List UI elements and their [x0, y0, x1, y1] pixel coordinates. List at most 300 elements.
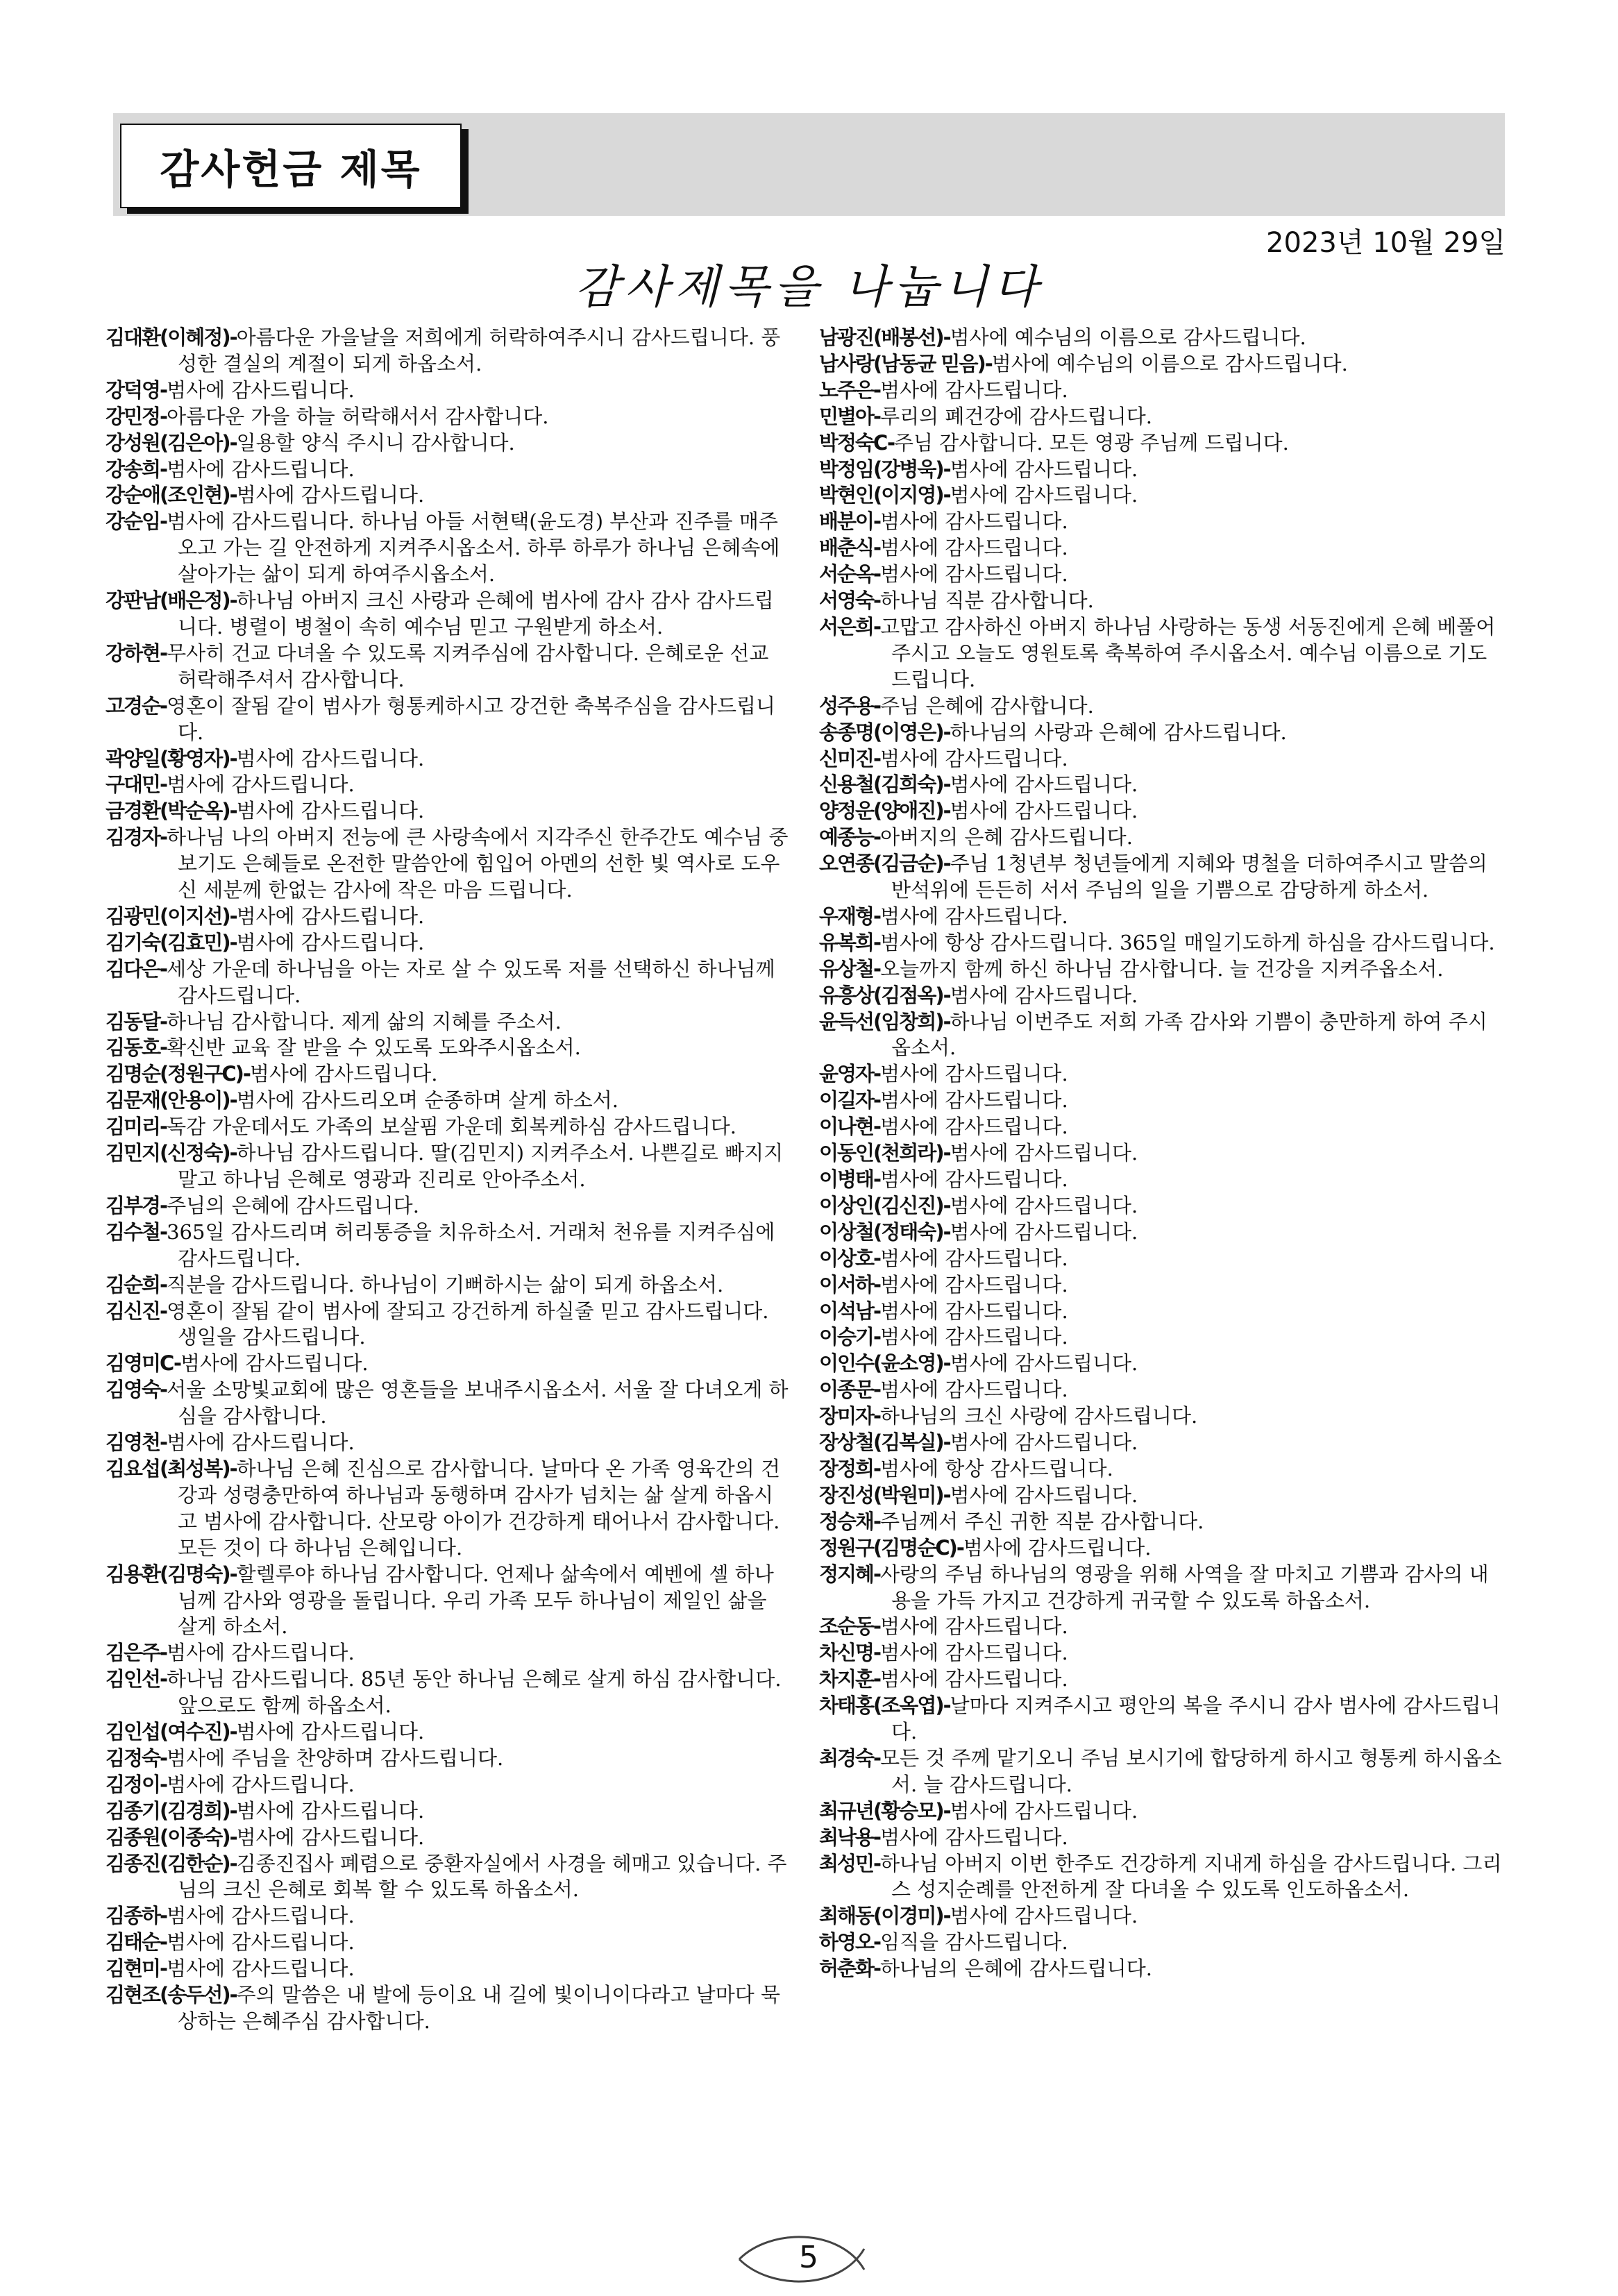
thanks-text: 독감 가운데서도 가족의 보살핌 가운데 회복케하심 감사드립니다. — [167, 1115, 737, 1139]
donor-name: 김정이- — [106, 1772, 167, 1796]
thanks-text: 범사에 감사드립니다. — [880, 1088, 1068, 1113]
donor-name: 최성민- — [819, 1851, 881, 1875]
donor-name: 예종능- — [819, 825, 881, 850]
donor-name: 김인섭(여수진)- — [106, 1720, 237, 1744]
thanks-entry — [106, 693, 789, 746]
thanks-entry — [819, 1509, 1503, 1535]
thanks-text: 주의 말씀은 내 발에 등이요 내 길에 빛이니이다라고 날마다 묵상하는 은혜주심 감사합니다. — [178, 1983, 780, 2033]
thanks-text: 아름다운 가을날을 저희에게 허락하여주시니 감사드립니다. 풍성한 결실의 계절이 되게 하옵소서. — [178, 326, 781, 375]
thanks-entry — [819, 1299, 1503, 1325]
thanks-entry — [819, 614, 1503, 693]
thanks-text: 하나님 감사합니다. 제게 삶의 지혜를 주소서. — [167, 1009, 562, 1033]
thanks-text: 범사에 감사드립니다. — [950, 457, 1138, 481]
thanks-entry — [819, 851, 1503, 904]
thanks-entry — [819, 983, 1503, 1009]
thanks-text: 범사에 감사드립니다. — [950, 773, 1138, 797]
thanks-entry — [819, 904, 1503, 930]
thanks-entry — [106, 956, 789, 1009]
donor-name: 유흥상(김점옥)- — [819, 983, 950, 1007]
donor-name: 이승기- — [819, 1325, 881, 1349]
thanks-entry — [819, 1167, 1503, 1193]
thanks-text: 범사에 감사드립니다. — [880, 1299, 1068, 1323]
thanks-text: 범사에 감사드립니다. — [963, 1535, 1152, 1560]
donor-name: 강덕영- — [106, 378, 167, 402]
thanks-entry — [819, 1666, 1503, 1693]
thanks-text: 영혼이 잘됨 같이 범사가 형통케하시고 강건한 축복주심을 감사드립니다. — [167, 693, 776, 744]
thanks-text: 주님 1청년부 청년들에게 지혜와 명철을 더하여주시고 말씀의 반석위에 든든히 서서 주님의 일을 기쁨으로 감당하게 하소서. — [891, 852, 1488, 902]
thanks-text: 하나님 아버지 크신 사랑과 은혜에 범사에 감사 감사 감사드립니다. 병렬이 병철이 속히 예수님 믿고 구원받게 하소서. — [178, 589, 774, 639]
thanks-entry — [106, 1114, 789, 1140]
donor-name: 김명순(정원구C)- — [106, 1062, 250, 1086]
thanks-entry — [819, 1009, 1503, 1062]
thanks-text: 범사에 감사드립니다. — [950, 483, 1138, 507]
thanks-text: 범사에 감사드립니다. — [180, 1351, 369, 1376]
thanks-entry — [106, 746, 789, 773]
donor-name: 김영천- — [106, 1430, 167, 1455]
donor-name: 강성원(김은아)- — [106, 430, 237, 455]
thanks-entry — [819, 562, 1503, 588]
thanks-text: 하나님 아버지 이번 한주도 건강하게 지내게 하심을 감사드립니다. 그리스 성지순례를 안전하게 잘 다녀올 수 있도록 인도하옵소서. — [880, 1851, 1502, 1902]
page-number: 5 — [799, 2240, 818, 2275]
thanks-entry — [106, 430, 789, 457]
thanks-text: 사랑의 주님 하나님의 영광을 위해 사역을 잘 마치고 기쁨과 감사의 내용을 가득 가지고 건강하게 귀국할 수 있도록 하옵소서. — [880, 1562, 1489, 1612]
thanks-entry — [106, 509, 789, 588]
thanks-text: 범사에 감사드립니다. — [236, 1798, 425, 1823]
thanks-entry — [106, 798, 789, 825]
donor-name: 김종기(김경희)- — [106, 1798, 237, 1823]
thanks-text: 고맙고 감사하신 아버지 하나님 사랑하는 동생 서동진에게 은혜 베풀어 주시고 오늘도 영원토록 축복하여 주시옵소서. 예수님 이름으로 기도드립니다. — [880, 614, 1496, 691]
thanks-entry — [106, 1299, 789, 1351]
thanks-entry — [106, 1456, 789, 1562]
donor-name: 윤영자- — [819, 1062, 881, 1086]
thanks-entry — [106, 482, 789, 509]
donor-name: 서영숙- — [819, 589, 881, 613]
thanks-entry — [106, 325, 789, 378]
thanks-text: 범사에 감사드립니다. — [880, 1167, 1068, 1191]
donor-name: 금경환(박순옥)- — [106, 799, 237, 823]
thanks-text: 하나님의 크신 사랑에 감사드립니다. — [880, 1404, 1198, 1428]
thanks-entry — [819, 746, 1503, 773]
donor-name: 김미리- — [106, 1115, 167, 1139]
thanks-entry — [106, 457, 789, 483]
donor-name: 정승채- — [819, 1509, 881, 1533]
donor-name: 성주용- — [819, 693, 881, 718]
thanks-entry — [106, 1640, 789, 1666]
thanks-text: 날마다 지켜주시고 평안의 복을 주시니 감사 범사에 감사드립니다. — [891, 1694, 1501, 1744]
thanks-entry — [819, 1114, 1503, 1140]
thanks-text: 범사에 감사드립니다. — [950, 1351, 1138, 1376]
thanks-text: 365일 감사드리며 허리통증을 치유하소서. 거래처 천유를 지켜주심에 감사드립니다. — [167, 1219, 775, 1270]
thanks-entry — [819, 1061, 1503, 1088]
donor-name: 박정임(강병욱)- — [819, 457, 950, 481]
thanks-text: 범사에 감사드립니다. — [880, 1062, 1068, 1086]
donor-name: 신용철(김희숙)- — [819, 773, 950, 797]
donor-name: 이석남- — [819, 1299, 881, 1323]
thanks-text: 범사에 감사드립니다. — [167, 1904, 355, 1928]
donor-name: 김순희- — [106, 1272, 167, 1297]
thanks-text: 범사에 감사드립니다. — [236, 930, 425, 954]
thanks-text: 범사에 감사드립니다. — [880, 904, 1068, 928]
donor-name: 노주은- — [819, 378, 881, 402]
donor-name: 유상철- — [819, 956, 881, 981]
thanks-text: 범사에 감사드립니다. — [950, 1219, 1138, 1244]
thanks-entry — [106, 772, 789, 798]
donor-name: 배춘식- — [819, 536, 881, 560]
donor-name: 이인수(윤소영)- — [819, 1351, 950, 1376]
donor-name: 최규년(황승모)- — [819, 1798, 950, 1823]
thanks-text: 범사에 감사드립니다. — [880, 1272, 1068, 1297]
thanks-entry — [106, 1219, 789, 1272]
donor-name: 양정운(양애진)- — [819, 799, 950, 823]
thanks-entry — [819, 798, 1503, 825]
thanks-text: 하나님 직분 감사합니다. — [880, 589, 1094, 613]
section-title — [120, 124, 462, 208]
section-subtitle: 감사제목을 나눕니다 — [575, 260, 1043, 314]
thanks-text: 서울 소망빛교회에 많은 영혼들을 보내주시옵소서. 서울 잘 다녀오게 하심을 감사합니다. — [167, 1378, 789, 1428]
thanks-entry — [106, 1746, 789, 1772]
thanks-text: 하나님 이번주도 저희 가족 감사와 기쁨이 충만하게 하여 주시옵소서. — [891, 1009, 1488, 1060]
donor-name: 이상인(김신진)- — [819, 1193, 950, 1217]
donor-name: 이상철(정태숙)- — [819, 1219, 950, 1244]
thanks-text: 범사에 감사드립니다. — [880, 509, 1068, 534]
thanks-entry — [106, 404, 789, 430]
thanks-entry — [106, 641, 789, 693]
donor-name: 이병태- — [819, 1167, 881, 1191]
thanks-entry — [106, 904, 789, 930]
donor-name: 김동달- — [106, 1009, 167, 1033]
thanks-entry — [106, 1666, 789, 1719]
thanks-entry — [106, 1719, 789, 1746]
thanks-entry — [819, 509, 1503, 535]
thanks-entry — [106, 1035, 789, 1061]
donor-name: 김태순- — [106, 1930, 167, 1955]
thanks-text: 범사에 감사드립니다. — [167, 378, 355, 402]
thanks-entry — [819, 1193, 1503, 1219]
thanks-text: 확신반 교육 잘 받을 수 있도록 도와주시옵소서. — [167, 1036, 581, 1060]
thanks-entry — [819, 1640, 1503, 1666]
thanks-text: 범사에 감사드립니다. — [880, 1325, 1068, 1349]
thanks-entry — [106, 1825, 789, 1851]
donor-name: 강민정- — [106, 404, 167, 428]
donor-name: 김종진(김한순)- — [106, 1851, 237, 1875]
donor-name: 김은주- — [106, 1641, 167, 1665]
thanks-text: 범사에 감사드립니다. — [167, 773, 355, 797]
donor-name: 김용환(김명숙)- — [106, 1562, 237, 1586]
thanks-entry — [106, 1956, 789, 1982]
thanks-entry — [819, 1851, 1503, 1904]
page-footer — [729, 2231, 888, 2287]
thanks-text: 범사에 감사드립니다. — [950, 1904, 1138, 1928]
thanks-entry — [819, 930, 1503, 956]
donor-name: 이나현- — [819, 1115, 881, 1139]
thanks-text: 범사에 항상 감사드립니다. 365일 매일기도하게 하심을 감사드립니다. — [880, 930, 1495, 954]
donor-name: 김종하- — [106, 1904, 167, 1928]
thanks-text: 루리의 폐건강에 감사드립니다. — [880, 404, 1152, 428]
donor-name: 김민지(신정숙)- — [106, 1141, 237, 1165]
donor-name: 김대환(이혜정)- — [106, 326, 237, 349]
donor-name: 박현인(이지영)- — [819, 483, 950, 507]
donor-name: 우재형- — [819, 904, 881, 928]
thanks-entry — [819, 1614, 1503, 1640]
donor-name: 구대민- — [106, 773, 167, 797]
thanks-entry — [819, 825, 1503, 851]
thanks-entry — [819, 956, 1503, 983]
thanks-entry — [106, 1061, 789, 1088]
donor-name: 유복희- — [819, 930, 881, 954]
donor-name: 장미자- — [819, 1404, 881, 1428]
thanks-entry — [819, 693, 1503, 720]
thanks-text: 임직을 감사드립니다. — [880, 1930, 1068, 1955]
thanks-entry — [819, 1562, 1503, 1614]
thanks-entry — [819, 1825, 1503, 1851]
donor-name: 윤득선(임창희)- — [819, 1009, 950, 1033]
donor-name: 허춘화- — [819, 1957, 881, 1981]
donor-name: 김수철- — [106, 1219, 167, 1244]
thanks-entry — [819, 1088, 1503, 1114]
donor-name: 김요섭(최성복)- — [106, 1456, 237, 1480]
thanks-text: 범사에 감사드립니다. — [880, 1115, 1068, 1139]
thanks-text: 오늘까지 함께 하신 하나님 감사합니다. 늘 건강을 지켜주옵소서. — [880, 956, 1444, 981]
donor-name: 김다은- — [106, 956, 167, 981]
thanks-entry — [819, 1693, 1503, 1746]
thanks-entry — [106, 1798, 789, 1825]
donor-name: 차태홍(조옥엽)- — [819, 1694, 950, 1718]
thanks-entry — [106, 378, 789, 404]
thanks-text: 아버지의 은혜 감사드립니다. — [880, 825, 1133, 850]
thanks-text: 직분을 감사드립니다. 하나님이 기뻐하시는 삶이 되게 하옵소서. — [167, 1272, 724, 1297]
thanks-text: 범사에 감사드립니다. — [950, 1141, 1138, 1165]
thanks-entry — [819, 1403, 1503, 1430]
thanks-text: 범사에 감사드립니다. — [950, 983, 1138, 1007]
donor-name: 정원구(김명순C)- — [819, 1535, 963, 1560]
thanks-text: 범사에 감사드립니다. — [950, 799, 1138, 823]
thanks-text: 범사에 주님을 찬양하며 감사드립니다. — [167, 1746, 504, 1770]
donor-name: 송종명(이영은)- — [819, 720, 950, 744]
thanks-text: 영혼이 잘됨 같이 범사에 잘되고 강건하게 하실줄 믿고 감사드립니다. 생일을 감사드립니다. — [167, 1299, 769, 1349]
thanks-text: 범사에 예수님의 이름으로 감사드립니다. — [950, 326, 1306, 349]
section-title-text: 감사헌금 제목 — [160, 146, 422, 193]
donor-name: 남광진(배봉선)- — [819, 326, 950, 349]
donor-name: 김종원(이종숙)- — [106, 1825, 237, 1849]
thanks-entry — [819, 325, 1503, 351]
donor-name: 남사랑(남동균 믿음)- — [819, 351, 992, 375]
thanks-text: 범사에 감사드립니다. — [880, 1641, 1068, 1665]
thanks-text: 모든 것 주께 맡기오니 주님 보시기에 합당하게 하시고 형통케 하시옵소서. 늘 감사드립니다. — [880, 1746, 1502, 1796]
thanks-text: 일용할 양식 주시니 감사합니다. — [236, 430, 515, 455]
donor-name: 김현미- — [106, 1957, 167, 1981]
thanks-entry — [819, 1140, 1503, 1167]
thanks-text: 세상 가운데 하나님을 아는 자로 살 수 있도록 저를 선택하신 하나님께 감사드립니다. — [167, 956, 775, 1007]
thanks-text: 범사에 감사드립니다. — [880, 1378, 1068, 1402]
thanks-entry — [819, 1930, 1503, 1956]
thanks-entry — [819, 720, 1503, 746]
thanks-entry — [819, 1219, 1503, 1246]
donor-name: 김현조(송두선)- — [106, 1983, 237, 2007]
thanks-entry — [106, 1088, 789, 1114]
thanks-text: 범사에 감사드립니다. — [167, 457, 355, 481]
thanks-text: 범사에 감사드립니다. — [236, 904, 425, 928]
donor-name: 차신명- — [819, 1641, 881, 1665]
thanks-entry — [106, 1903, 789, 1930]
thanks-text: 범사에 감사드립니다. — [880, 1667, 1068, 1691]
thanks-entry — [106, 825, 789, 904]
thanks-entry — [819, 1535, 1503, 1562]
thanks-text: 범사에 감사드립니다. — [236, 483, 425, 507]
thanks-text: 범사에 감사드립니다. — [249, 1062, 438, 1086]
thanks-text: 범사에 감사드립니다. — [236, 746, 425, 770]
donor-name: 이종문- — [819, 1378, 881, 1402]
thanks-text: 범사에 감사드립니다. — [950, 1430, 1138, 1455]
thanks-entry — [819, 351, 1503, 378]
thanks-text: 주님 감사합니다. 모든 영광 주님께 드립니다. — [894, 430, 1289, 455]
thanks-entry — [106, 1377, 789, 1430]
thanks-text: 주님께서 주신 귀한 직분 감사합니다. — [880, 1509, 1204, 1533]
thanks-text: 범사에 감사드립니다. — [880, 1614, 1068, 1639]
donor-name: 김문재(안용이)- — [106, 1088, 237, 1113]
thanks-entry — [819, 1272, 1503, 1299]
donor-name: 김영숙- — [106, 1378, 167, 1402]
donor-name: 김기숙(김효민)- — [106, 930, 237, 954]
thanks-text: 범사에 감사드립니다. — [167, 1957, 355, 1981]
donor-name: 김인선- — [106, 1667, 167, 1691]
donor-name: 이서하- — [819, 1272, 881, 1297]
thanks-entry — [819, 588, 1503, 614]
donor-name: 강송희- — [106, 457, 167, 481]
thanks-text: 아름다운 가을 하늘 허락해서서 감사합니다. — [167, 404, 549, 428]
thanks-entry — [819, 1456, 1503, 1483]
donor-name: 이동인(천희라)- — [819, 1141, 950, 1165]
thanks-entry — [819, 1377, 1503, 1403]
thanks-text: 범사에 감사드립니다. — [167, 1930, 355, 1955]
thanks-entry — [106, 1982, 789, 2035]
thanks-text: 범사에 감사드립니다. — [950, 1798, 1138, 1823]
donor-name: 이상호- — [819, 1246, 881, 1270]
thanks-text: 범사에 감사드립니다. — [880, 746, 1068, 770]
thanks-text: 주님 은혜에 감사합니다. — [880, 693, 1094, 718]
thanks-text: 범사에 감사드리오며 순종하며 살게 하소서. — [236, 1088, 618, 1113]
donor-name: 오연종(김금순)- — [819, 852, 950, 876]
thanks-entry — [106, 1562, 789, 1641]
donor-name: 강판남(배은정)- — [106, 589, 237, 613]
thanks-text: 김종진집사 폐렴으로 중환자실에서 사경을 헤매고 있습니다. 주님의 크신 은혜로 회복 할 수 있도록 하옵소서. — [178, 1851, 787, 1902]
thanks-entry — [819, 1483, 1503, 1509]
thanks-entry — [106, 588, 789, 641]
thanks-entry — [819, 772, 1503, 798]
thanks-entry — [819, 430, 1503, 457]
right-column — [819, 325, 1503, 1982]
thanks-text: 범사에 감사드립니다. — [167, 1430, 355, 1455]
thanks-entry — [819, 1351, 1503, 1377]
thanks-text: 범사에 감사드립니다. — [880, 536, 1068, 560]
thanks-entry — [106, 1140, 789, 1193]
thanks-text: 범사에 예수님의 이름으로 감사드립니다. — [991, 351, 1348, 375]
donor-name: 신미진- — [819, 746, 881, 770]
thanks-text: 범사에 감사드립니다. — [236, 799, 425, 823]
donor-name: 김신진- — [106, 1299, 167, 1323]
thanks-text: 범사에 항상 감사드립니다. — [880, 1456, 1113, 1480]
donor-name: 박정숙C- — [819, 430, 895, 455]
donor-name: 김부경- — [106, 1193, 167, 1217]
donor-name: 장정희- — [819, 1456, 881, 1480]
thanks-entry — [819, 378, 1503, 404]
thanks-text: 범사에 감사드립니다. — [880, 378, 1068, 402]
donor-name: 곽양일(황영자)- — [106, 746, 237, 770]
thanks-text: 범사에 감사드립니다. — [167, 1772, 355, 1796]
thanks-entry — [106, 1351, 789, 1377]
thanks-text: 하나님 은혜 진심으로 감사합니다. 날마다 온 가족 영육간의 건강과 성령충만하여 하나님과 동행하며 감사가 넘치는 삶 살게 하옵시고 범사에 감사합니다. 산모랑 아이가 건강하게 태어나서 감사합니다. 모든 것이 다 하나님 은혜입니다. — [178, 1456, 780, 1560]
thanks-entry — [819, 1956, 1503, 1982]
thanks-text: 하나님 감사드립니다. 딸(김민지) 지켜주소서. 나쁜길로 빠지지 말고 하나님 은혜로 영광과 진리로 안아주소서. — [178, 1141, 784, 1191]
donor-name: 장상철(김복실)- — [819, 1430, 950, 1455]
thanks-entry — [819, 482, 1503, 509]
thanks-entry — [106, 1009, 789, 1036]
thanks-text: 범사에 감사드립니다. — [880, 562, 1068, 586]
thanks-entry — [106, 930, 789, 956]
thanks-entry — [819, 457, 1503, 483]
donor-name: 최해동(이경미)- — [819, 1904, 950, 1928]
donor-name: 강하현- — [106, 641, 167, 665]
thanks-entry — [819, 1430, 1503, 1456]
thanks-entry — [819, 1903, 1503, 1930]
thanks-text: 범사에 감사드립니다. — [880, 1825, 1068, 1849]
thanks-text: 주님의 은혜에 감사드립니다. — [167, 1193, 419, 1217]
donor-name: 고경순- — [106, 693, 167, 718]
donor-name: 조순동- — [819, 1614, 881, 1639]
thanks-text: 범사에 감사드립니다. — [950, 1483, 1138, 1507]
thanks-text: 범사에 감사드립니다. — [236, 1720, 425, 1744]
donor-name: 김정숙- — [106, 1746, 167, 1770]
donor-name: 김광민(이지선)- — [106, 904, 237, 928]
thanks-text: 범사에 감사드립니다. — [236, 1825, 425, 1849]
donor-name: 서순옥- — [819, 562, 881, 586]
thanks-text: 하나님 감사드립니다. 85년 동안 하나님 은혜로 살게 하심 감사합니다. 앞으로도 함께 하옵소서. — [167, 1667, 782, 1718]
thanks-entry — [819, 535, 1503, 562]
thanks-entry — [106, 1430, 789, 1456]
thanks-text: 하나님의 사랑과 은혜에 감사드립니다. — [950, 720, 1287, 744]
donor-name: 하영오- — [819, 1930, 881, 1955]
donor-name: 정지혜- — [819, 1562, 881, 1586]
thanks-entry — [106, 1851, 789, 1904]
thanks-text: 할렐루야 하나님 감사합니다. 언제나 삶속에서 예벤에 셀 하나님께 감사와 영광을 돌립니다. 우리 가족 모두 하나님이 제일인 삶을 살게 하소서. — [178, 1562, 774, 1639]
thanks-entry — [819, 1746, 1503, 1798]
thanks-entry — [819, 1246, 1503, 1272]
donor-name: 강순임- — [106, 509, 167, 534]
donor-name: 강순애(조인현)- — [106, 483, 237, 507]
left-column — [106, 325, 789, 2035]
thanks-text: 무사히 건교 다녀올 수 있도록 지켜주심에 감사합니다. 은혜로운 선교 허락해주셔서 감사합니다. — [167, 641, 769, 691]
donor-name: 김영미C- — [106, 1351, 181, 1376]
thanks-text: 범사에 감사드립니다. — [950, 1193, 1138, 1217]
donor-name: 차지훈- — [819, 1667, 881, 1691]
donor-name: 장진성(박원미)- — [819, 1483, 950, 1507]
thanks-text: 하나님 나의 아버지 전능에 큰 사랑속에서 지각주신 한주간도 예수님 중보기도 은혜들로 온전한 말씀안에 힘입어 아멘의 선한 빛 역사로 도우신 세분께 한없는 감사에 작은 마음 드립니다. — [167, 825, 789, 902]
thanks-entry — [819, 1324, 1503, 1351]
donor-name: 배분이- — [819, 509, 881, 534]
thanks-entry — [106, 1930, 789, 1956]
donor-name: 최낙용- — [819, 1825, 881, 1849]
thanks-text: 하나님의 은혜에 감사드립니다. — [880, 1957, 1152, 1981]
bulletin-date: 2023년 10월 29일 — [1266, 227, 1506, 259]
thanks-entry — [106, 1193, 789, 1219]
thanks-text: 범사에 감사드립니다. 하나님 아들 서현택(윤도경) 부산과 진주를 매주 오고 가는 길 안전하게 지켜주시옵소서. 하루 하루가 하나님 은혜속에 살아가는 삶이 되게 하여주시옵소서. — [167, 509, 780, 586]
donor-name: 김경자- — [106, 825, 167, 850]
thanks-text: 범사에 감사드립니다. — [167, 1641, 355, 1665]
donor-name: 서은희- — [819, 614, 881, 639]
thanks-text: 범사에 감사드립니다. — [880, 1246, 1068, 1270]
donor-name: 민별아- — [819, 404, 881, 428]
donor-name: 최경숙- — [819, 1746, 881, 1770]
thanks-entry — [819, 404, 1503, 430]
